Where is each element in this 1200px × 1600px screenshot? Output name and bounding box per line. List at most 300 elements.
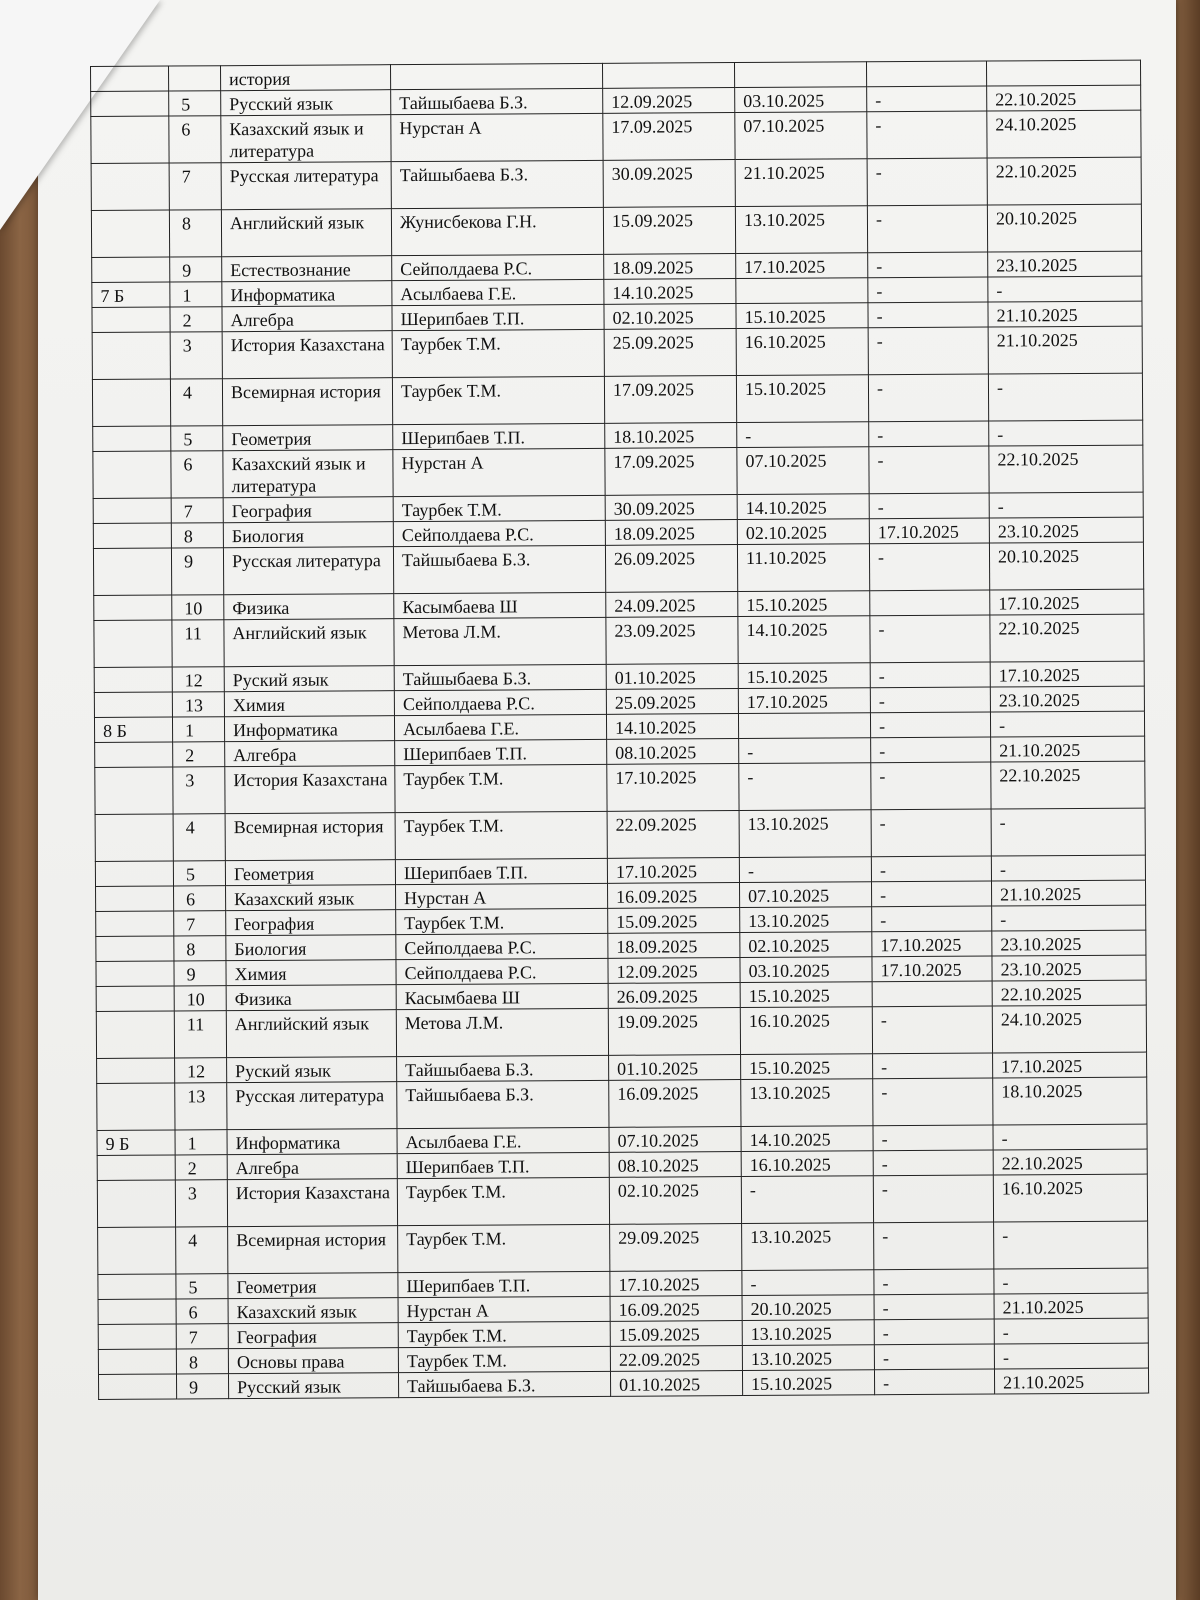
class-cell	[91, 116, 169, 163]
number-cell: 5	[171, 426, 223, 451]
subject-cell: Информатика	[222, 281, 392, 307]
teacher-cell: Таурбек Т.М.	[396, 908, 608, 934]
date-cell-2: 14.10.2025	[738, 616, 870, 664]
number-cell: 9	[176, 1374, 228, 1399]
subject-cell: Всемирная история	[225, 813, 395, 861]
date-cell-1: 15.09.2025	[608, 908, 740, 934]
class-cell	[91, 210, 169, 257]
class-cell	[93, 523, 171, 548]
subject-cell: Биология	[223, 522, 393, 548]
date-cell-4: 22.10.2025	[989, 445, 1143, 493]
teacher-cell: Тайшыбаева Б.З.	[397, 1080, 609, 1128]
subject-cell: Геометрия	[223, 425, 393, 451]
number-cell: 5	[176, 1274, 228, 1299]
date-cell-3: -	[873, 1175, 993, 1223]
date-cell-4: -	[992, 905, 1146, 931]
date-cell-4: 21.10.2025	[994, 1368, 1148, 1394]
class-cell	[91, 163, 169, 210]
subject-cell: История Казахстана	[222, 331, 392, 379]
teacher-cell: Таурбек Т.М.	[398, 1224, 610, 1272]
teacher-cell: Таурбек Т.М.	[395, 764, 607, 812]
date-cell-2: 07.10.2025	[737, 447, 869, 495]
date-cell-3: -	[868, 327, 988, 375]
date-cell-4: 21.10.2025	[991, 736, 1145, 762]
number-cell: 13	[172, 692, 224, 717]
date-cell-3: -	[873, 1150, 993, 1176]
teacher-cell: Таурбек Т.М.	[392, 376, 604, 424]
number-cell: 9	[170, 257, 222, 282]
date-cell-4: -	[994, 1268, 1148, 1294]
number-cell: 1	[170, 282, 222, 307]
table-row	[97, 1077, 1147, 1130]
schedule-table	[90, 60, 1149, 1400]
date-cell-1: 30.09.2025	[605, 495, 737, 521]
subject-cell: Руский язык	[224, 666, 394, 692]
date-cell-3: -	[867, 158, 987, 206]
date-cell-1: 16.09.2025	[609, 1080, 741, 1128]
table-row	[91, 157, 1141, 210]
subject-cell: Всемирная история	[222, 378, 392, 426]
number-cell: 2	[170, 307, 222, 332]
date-cell-2: 07.10.2025	[735, 112, 867, 160]
date-cell-1: 18.09.2025	[608, 933, 740, 959]
date-cell-3: -	[872, 1006, 992, 1054]
date-cell-1: 17.09.2025	[604, 376, 736, 424]
date-cell-1: 02.10.2025	[609, 1177, 741, 1225]
table-row	[94, 614, 1144, 667]
date-cell-4: 23.10.2025	[992, 955, 1146, 981]
date-cell-4: 24.10.2025	[987, 110, 1141, 158]
subject-cell: Русский язык	[221, 90, 391, 116]
teacher-cell: Нурстан А	[396, 883, 608, 909]
number-cell: 7	[176, 1324, 228, 1349]
date-cell-1: 17.10.2025	[610, 1271, 742, 1297]
date-cell-2: 17.10.2025	[736, 253, 868, 279]
subject-cell: Английский язык	[226, 1010, 396, 1058]
date-cell-1: 17.09.2025	[605, 448, 737, 496]
date-cell-1: 22.09.2025	[610, 1346, 742, 1372]
date-cell-2	[736, 278, 868, 304]
class-cell	[98, 1349, 176, 1374]
teacher-cell: Шерипбаев Т.П.	[395, 858, 607, 884]
date-cell-1: 22.09.2025	[607, 811, 739, 859]
number-cell: 4	[173, 814, 225, 861]
subject-cell: Естествознание	[222, 256, 392, 282]
table-row	[95, 761, 1145, 814]
date-cell-3: -	[868, 302, 988, 328]
subject-cell: Основы права	[228, 1348, 398, 1374]
teacher-cell: Сейполдаева Р.С.	[396, 958, 608, 984]
date-cell-4: -	[994, 1221, 1148, 1269]
class-cell	[92, 379, 170, 426]
number-cell: 5	[173, 861, 225, 886]
subject-cell: Руский язык	[227, 1057, 397, 1083]
subject-cell: Английский язык	[224, 619, 394, 667]
teacher-cell: Нурстан А	[398, 1296, 610, 1322]
subject-cell: Информатика	[224, 716, 394, 742]
subject-cell: Казахский язык	[228, 1298, 398, 1324]
date-cell-4: 22.10.2025	[987, 85, 1141, 111]
date-cell-2: 07.10.2025	[740, 882, 872, 908]
date-cell-3: -	[874, 1222, 994, 1270]
date-cell-3	[870, 590, 990, 616]
date-cell-2: -	[737, 422, 869, 448]
date-cell-3: -	[873, 1078, 993, 1126]
date-cell-3: -	[874, 1369, 994, 1395]
table-row	[91, 204, 1141, 257]
class-cell	[95, 814, 173, 861]
teacher-cell: Касымбаева Ш	[396, 983, 608, 1009]
date-cell-3: -	[869, 493, 989, 519]
teacher-cell: Асылбаева Г.Е.	[394, 714, 606, 740]
teacher-cell: Нурстан А	[393, 448, 605, 496]
class-cell	[96, 936, 174, 961]
table-row	[98, 1221, 1148, 1274]
date-cell-2	[738, 713, 870, 739]
teacher-cell: Таурбек Т.М.	[392, 329, 604, 377]
number-cell: 4	[176, 1227, 228, 1274]
number-cell: 12	[175, 1058, 227, 1083]
teacher-cell: Сейполдаева Р.С.	[393, 520, 605, 546]
date-cell-1: 01.10.2025	[609, 1055, 741, 1081]
date-cell-2: 13.10.2025	[740, 907, 872, 933]
subject-cell: Всемирная история	[228, 1226, 398, 1274]
date-cell-3: -	[874, 1269, 994, 1295]
number-cell: 6	[171, 451, 223, 498]
date-cell-2: 13.10.2025	[739, 810, 871, 858]
class-cell	[96, 961, 174, 986]
number-cell: 11	[174, 1011, 226, 1058]
class-cell	[93, 426, 171, 451]
number-cell: 12	[172, 667, 224, 692]
date-cell-2: 13.10.2025	[742, 1345, 874, 1371]
date-cell-2: 16.10.2025	[740, 1007, 872, 1055]
table-row	[93, 542, 1143, 595]
date-cell-3: -	[874, 1319, 994, 1345]
date-cell-2: 15.10.2025	[736, 303, 868, 329]
table-row	[92, 373, 1142, 426]
class-cell	[94, 692, 172, 717]
teacher-cell: Жунисбекова Г.Н.	[391, 207, 603, 255]
date-cell-1: 14.10.2025	[604, 279, 736, 305]
subject-cell: География	[223, 497, 393, 523]
class-cell	[97, 1155, 175, 1180]
date-cell-3: -	[870, 687, 990, 713]
subject-cell: Казахский язык и литература	[221, 115, 391, 163]
class-cell: 7 Б	[92, 282, 170, 307]
date-cell-2: 16.10.2025	[736, 328, 868, 376]
class-cell	[95, 742, 173, 767]
date-cell-3: -	[871, 762, 991, 810]
date-cell-4: -	[988, 373, 1142, 421]
teacher-cell: Таурбек Т.М.	[398, 1321, 610, 1347]
date-cell-3: -	[867, 111, 987, 159]
number-cell: 6	[169, 116, 221, 163]
teacher-cell: Асылбаева Г.Е.	[397, 1127, 609, 1153]
teacher-cell: Шерипбаев Т.П.	[395, 739, 607, 765]
date-cell-4: -	[991, 808, 1145, 856]
date-cell-1: 18.10.2025	[605, 423, 737, 449]
date-cell-3: 17.10.2025	[869, 518, 989, 544]
date-cell-4: 21.10.2025	[988, 326, 1142, 374]
date-cell-4: -	[989, 492, 1143, 518]
table-row	[93, 445, 1143, 498]
date-cell-3: -	[874, 1344, 994, 1370]
date-cell-4: 18.10.2025	[993, 1077, 1147, 1125]
schedule-table-body	[91, 60, 1149, 1399]
date-cell-4: 20.10.2025	[987, 204, 1141, 252]
date-cell-4: 17.10.2025	[990, 661, 1144, 687]
subject-cell: Алгебра	[222, 306, 392, 332]
date-cell-2: 20.10.2025	[742, 1295, 874, 1321]
number-cell: 6	[176, 1299, 228, 1324]
subject-cell: География	[228, 1323, 398, 1349]
date-cell-1: 12.09.2025	[603, 88, 735, 114]
teacher-cell: Тайшыбаева Б.З.	[393, 545, 605, 593]
date-cell-4: 22.10.2025	[987, 157, 1141, 205]
class-cell	[97, 1180, 175, 1227]
date-cell-4: 22.10.2025	[993, 1149, 1147, 1175]
subject-cell: География	[226, 910, 396, 936]
date-cell-4: 21.10.2025	[991, 880, 1145, 906]
subject-cell: Английский язык	[221, 209, 391, 257]
subject-cell: Казахский язык	[226, 885, 396, 911]
date-cell-4: 22.10.2025	[992, 980, 1146, 1006]
number-cell: 8	[171, 523, 223, 548]
date-cell-2: -	[739, 738, 871, 764]
date-cell-3: -	[871, 881, 991, 907]
date-cell-1: 19.09.2025	[608, 1008, 740, 1056]
date-cell-2: 15.10.2025	[742, 1370, 874, 1396]
class-cell	[94, 595, 172, 620]
date-cell-3: -	[874, 1294, 994, 1320]
date-cell-2: -	[742, 1270, 874, 1296]
number-cell: 3	[175, 1180, 227, 1227]
teacher-cell: Таурбек Т.М.	[398, 1346, 610, 1372]
subject-cell: История Казахстана	[225, 766, 395, 814]
number-cell: 2	[173, 742, 225, 767]
date-cell-1: 26.09.2025	[608, 983, 740, 1009]
table-row	[91, 110, 1141, 163]
date-cell-2: -	[739, 763, 871, 811]
date-cell-2	[734, 62, 866, 88]
date-cell-2: 15.10.2025	[738, 591, 870, 617]
subject-cell: Биология	[226, 935, 396, 961]
number-cell: 4	[170, 379, 222, 426]
date-cell-4: -	[994, 1343, 1148, 1369]
date-cell-2: -	[741, 1176, 873, 1224]
date-cell-4	[986, 60, 1140, 86]
class-cell	[91, 66, 169, 91]
class-cell	[97, 1058, 175, 1083]
subject-cell: Геометрия	[225, 860, 395, 886]
date-cell-4: 23.10.2025	[989, 517, 1143, 543]
date-cell-3: -	[870, 662, 990, 688]
teacher-cell: Шерипбаев Т.П.	[397, 1152, 609, 1178]
subject-cell: Русская литература	[223, 547, 393, 595]
table-row	[97, 1174, 1147, 1227]
class-cell: 8 Б	[94, 717, 172, 742]
number-cell: 6	[174, 886, 226, 911]
number-cell: 9	[171, 548, 223, 595]
class-cell	[97, 1083, 175, 1130]
teacher-cell: Тайшыбаева Б.З.	[391, 160, 603, 208]
date-cell-4: 22.10.2025	[990, 614, 1144, 662]
date-cell-1: 18.09.2025	[604, 254, 736, 280]
date-cell-3: -	[873, 1125, 993, 1151]
class-cell	[96, 911, 174, 936]
date-cell-4: -	[993, 1124, 1147, 1150]
date-cell-3: -	[871, 856, 991, 882]
date-cell-2: 15.10.2025	[740, 982, 872, 1008]
teacher-cell: Шерипбаев Т.П.	[398, 1271, 610, 1297]
class-cell	[95, 861, 173, 886]
date-cell-2: 13.10.2025	[742, 1320, 874, 1346]
teacher-cell: Таурбек Т.М.	[395, 811, 607, 859]
date-cell-4: 17.10.2025	[990, 589, 1144, 615]
date-cell-3: -	[870, 712, 990, 738]
date-cell-3: -	[868, 277, 988, 303]
class-cell	[98, 1374, 176, 1399]
class-cell	[91, 91, 169, 116]
date-cell-4: 16.10.2025	[993, 1174, 1147, 1222]
class-cell	[98, 1274, 176, 1299]
date-cell-1: 26.09.2025	[605, 545, 737, 593]
date-cell-2: 17.10.2025	[738, 688, 870, 714]
class-cell	[93, 498, 171, 523]
class-cell	[92, 257, 170, 282]
subject-cell: Геометрия	[228, 1273, 398, 1299]
number-cell: 8	[169, 210, 221, 257]
date-cell-2: 21.10.2025	[735, 159, 867, 207]
subject-cell: Химия	[226, 960, 396, 986]
date-cell-4: -	[994, 1318, 1148, 1344]
number-cell: 11	[172, 620, 224, 667]
class-cell	[92, 307, 170, 332]
teacher-cell: Метова Л.М.	[396, 1008, 608, 1056]
date-cell-1: 08.10.2025	[607, 739, 739, 765]
date-cell-3: -	[871, 737, 991, 763]
date-cell-3: 17.10.2025	[872, 931, 992, 957]
date-cell-1: 17.10.2025	[607, 858, 739, 884]
date-cell-1	[602, 63, 734, 89]
date-cell-1: 17.10.2025	[607, 764, 739, 812]
class-cell	[98, 1227, 176, 1274]
date-cell-3: -	[867, 205, 987, 253]
date-cell-3	[866, 61, 986, 87]
number-cell: 5	[169, 91, 221, 116]
date-cell-2: 15.10.2025	[738, 663, 870, 689]
date-cell-3: 17.10.2025	[872, 956, 992, 982]
date-cell-2: 15.10.2025	[741, 1054, 873, 1080]
class-cell	[96, 886, 174, 911]
class-cell	[93, 548, 171, 595]
date-cell-2: 03.10.2025	[735, 87, 867, 113]
subject-cell: Алгебра	[227, 1154, 397, 1180]
number-cell: 10	[174, 986, 226, 1011]
date-cell-2: 13.10.2025	[735, 206, 867, 254]
date-cell-2: 14.10.2025	[737, 494, 869, 520]
subject-cell: Химия	[224, 691, 394, 717]
date-cell-2: 02.10.2025	[737, 519, 869, 545]
date-cell-4: -	[989, 420, 1143, 446]
table-row	[92, 326, 1142, 379]
teacher-cell: Асылбаева Г.Е.	[392, 279, 604, 305]
number-cell: 9	[174, 961, 226, 986]
teacher-cell: Таурбек Т.М.	[393, 495, 605, 521]
date-cell-3: -	[869, 421, 989, 447]
date-cell-4: 21.10.2025	[988, 301, 1142, 327]
date-cell-2: -	[739, 857, 871, 883]
number-cell: 13	[175, 1083, 227, 1130]
date-cell-2: 13.10.2025	[742, 1223, 874, 1271]
subject-cell: история	[221, 65, 391, 91]
date-cell-1: 16.09.2025	[610, 1296, 742, 1322]
date-cell-1: 25.09.2025	[604, 329, 736, 377]
class-cell	[93, 451, 171, 498]
number-cell: 3	[170, 332, 222, 379]
date-cell-3: -	[868, 252, 988, 278]
number-cell: 7	[169, 163, 221, 210]
date-cell-1: 17.09.2025	[603, 113, 735, 161]
date-cell-2: 03.10.2025	[740, 957, 872, 983]
number-cell: 3	[173, 767, 225, 814]
class-cell	[95, 767, 173, 814]
number-cell: 1	[175, 1130, 227, 1155]
teacher-cell: Сейполдаева Р.С.	[394, 689, 606, 715]
teacher-cell: Нурстан А	[391, 113, 603, 161]
subject-cell: Алгебра	[225, 741, 395, 767]
teacher-cell: Таурбек Т.М.	[397, 1177, 609, 1225]
class-cell	[94, 667, 172, 692]
subject-cell: История Казахстана	[227, 1179, 397, 1227]
date-cell-2: 14.10.2025	[741, 1126, 873, 1152]
date-cell-3: -	[873, 1053, 993, 1079]
date-cell-1: 23.09.2025	[606, 617, 738, 665]
subject-cell: Казахский язык и литература	[223, 450, 393, 498]
table-row	[96, 1005, 1146, 1058]
date-cell-3: -	[872, 906, 992, 932]
date-cell-1: 24.09.2025	[606, 592, 738, 618]
date-cell-3	[872, 981, 992, 1007]
date-cell-4: 22.10.2025	[991, 761, 1145, 809]
teacher-cell: Касымбаева Ш	[394, 592, 606, 618]
date-cell-1: 01.10.2025	[606, 664, 738, 690]
subject-cell: Физика	[226, 985, 396, 1011]
date-cell-4: 21.10.2025	[994, 1293, 1148, 1319]
date-cell-3: -	[868, 374, 988, 422]
date-cell-1: 16.09.2025	[608, 883, 740, 909]
date-cell-1: 30.09.2025	[603, 160, 735, 208]
number-cell	[169, 66, 221, 91]
date-cell-4: -	[990, 711, 1144, 737]
date-cell-1: 14.10.2025	[606, 714, 738, 740]
date-cell-1: 29.09.2025	[610, 1224, 742, 1272]
teacher-cell: Сейполдаева Р.С.	[396, 933, 608, 959]
teacher-cell: Тайшыбаева Б.З.	[397, 1055, 609, 1081]
table-row	[95, 808, 1145, 861]
number-cell: 8	[176, 1349, 228, 1374]
subject-cell: Информатика	[227, 1129, 397, 1155]
teacher-cell	[390, 63, 602, 89]
number-cell: 2	[175, 1155, 227, 1180]
class-cell	[96, 1011, 174, 1058]
date-cell-4: 24.10.2025	[992, 1005, 1146, 1053]
date-cell-1: 02.10.2025	[604, 304, 736, 330]
date-cell-3: -	[869, 543, 989, 591]
subject-cell: Физика	[224, 594, 394, 620]
date-cell-4: 20.10.2025	[989, 542, 1143, 590]
